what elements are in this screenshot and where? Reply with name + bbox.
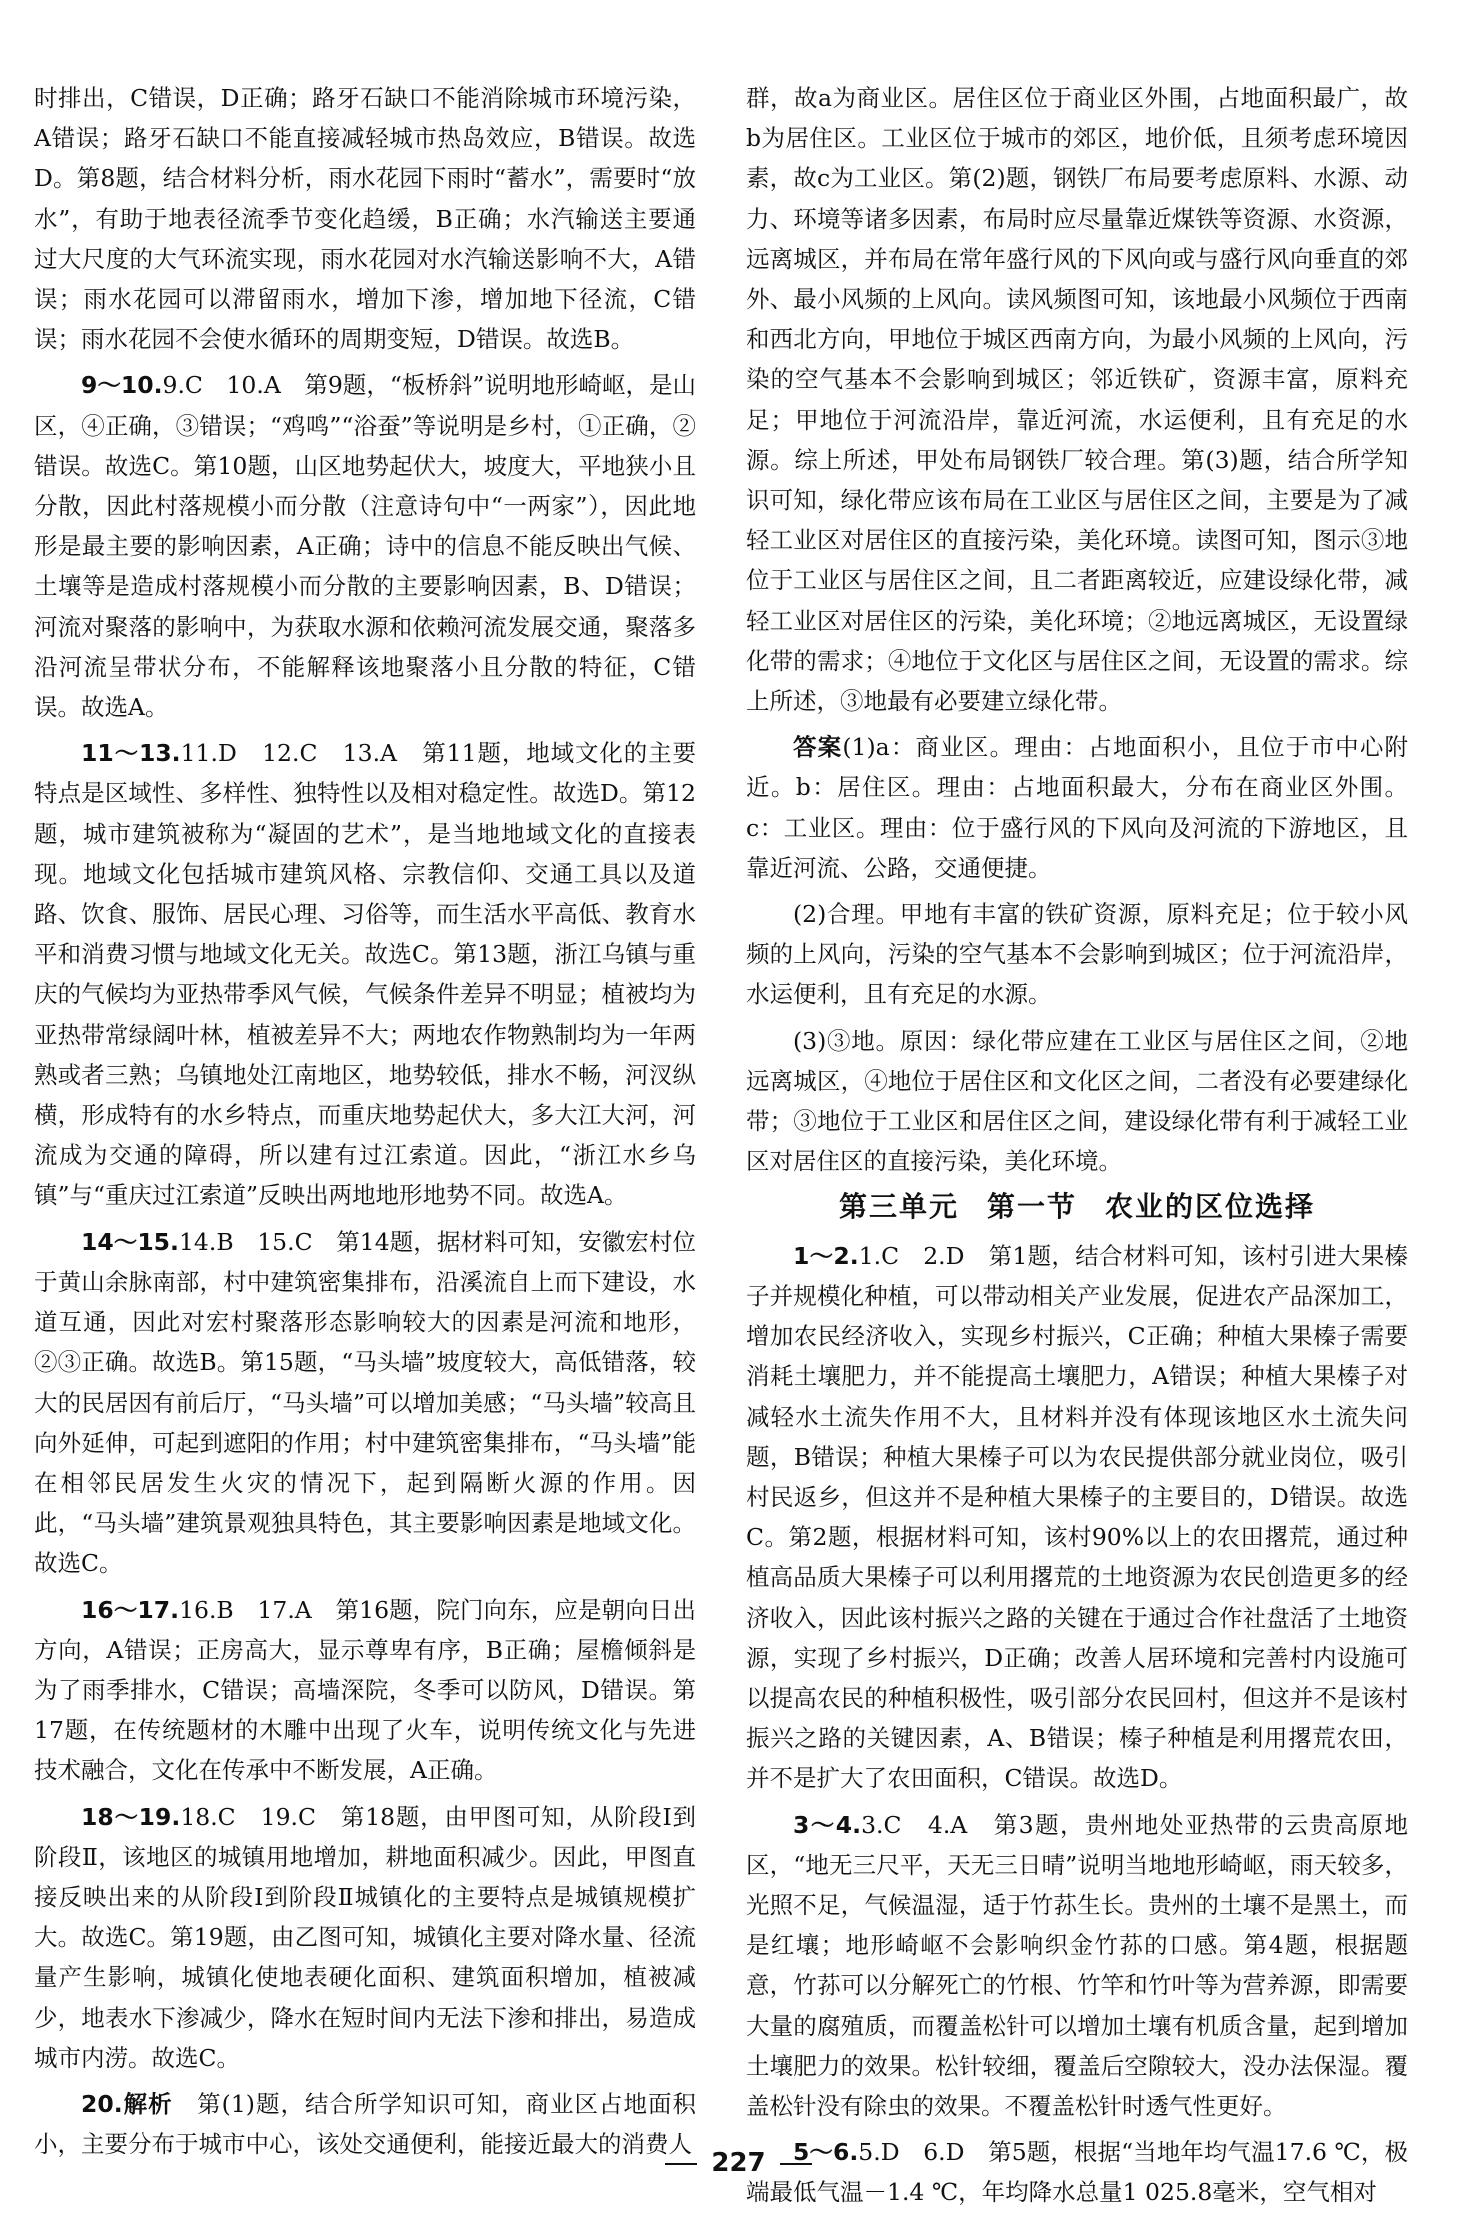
question-number: 16～17. [81,1595,180,1624]
question-number: 11～13. [81,739,181,768]
answer-block-q1-2 [746,1236,1408,1799]
question-number: 9～10. [81,371,163,400]
analysis-label: 解析 [122,2089,173,2118]
explanation-text: 第9题，“板桥斜”说明地形崎岖，是山区，④正确，③错误；“鸡鸣”“浴蚕”等说明是乡村，①正确，②错误。故选C。第10题，山区地势起伏大，坡度大，平地狭小且分散，因此村落规模小而分散（注意诗句中“一两家”），因此地形是最主要的影响因素，A正确；诗中的信息不能反映出气候、土壤等是造成村落规模小而分散的主要影响因素，B、D错误；河流对聚落的影响中，为获取水源和依赖河流发展交通，聚落多沿河流呈带状分布，不能解释该地聚落小且分散的特征，C错误。故选A。 [34,371,697,722]
section-unit: 第三单元 [838,1190,959,1224]
explanation-text: 第(1)题，结合所学知识可知，商业区占地面积小，主要分布于城市中心，该处交通便利，能接近最大的消费人 [34,2089,697,2159]
answer-block-q14-15 [34,1222,696,1584]
question-number: 14～15. [81,1227,179,1256]
question-number: 5～6. [793,2138,859,2167]
section-heading [746,1187,1408,1227]
answer-block-q11-13 [34,733,696,1215]
page-number [0,2148,1477,2178]
answer-choices: 16.B 17.A [179,1595,312,1624]
answer-part-2: (2)合理。甲地有丰富的铁矿资源，原料充足；位于较小风频的上风向，污染的空气基本不会影响到城区；位于河流沿岸，水运便利，且有充足的水源。 [746,900,1408,1009]
explanation-text: 第18题，由甲图可知，从阶段Ⅰ到阶段Ⅱ，该地区的城镇用地增加，耕地面积减少。因此，甲图直接反映出来的从阶段Ⅰ到阶段Ⅱ城镇化的主要特点是城镇规模扩大。故选C。第19题，由乙图可知，城镇化主要对降水量、径流量产生影响，城镇化使地表硬化面积、建筑面积增加，植被减少，地表水下渗减少，降水在短时间内无法下渗和排出，易造成城市内涝。故选C。 [34,1802,696,2072]
explanation-text: 第11题，地域文化的主要特点是区域性、多样性、独特性以及相对稳定性。故选D。第12题，城市建筑被称为“凝固的艺术”，是当地地域文化的直接表现。地域文化包括城市建筑风格、宗教信仰、交通工具以及道路、饮食、服饰、居民心理、习俗等，而生活水平高低、教育水平和消费习惯与地域文化无关。故选C。第13题，浙江乌镇与重庆的气候均为亚热带季风气候，气候条件差异不明显；植被均为亚热带常绿阔叶林，植被差异不大；两地农作物熟制均为一年两熟或者三熟；乌镇地处江南地区，地势较低，排水不畅，河汊纵横，形成特有的水乡特点，而重庆地势起伏大，多大江大河，河流成为交通的障碍，所以建有过江索道。因此，“浙江水乡乌镇”与“重庆过江索道”反映出两地地形地势不同。故选A。 [34,739,696,1210]
answer-choices: 9.C 10.A [162,371,281,400]
explanation-text: 第16题，院门向东，应是朝向日出方向，A错误；正房高大，显示尊卑有序，B正确；屋檐倾斜是为了雨季排水，C错误；高墙深院，冬季可以防风，D错误。第17题，在传统题材的木雕中出现了火车，说明传统文化与先进技术融合，文化在传承中不断发展，A正确。 [34,1595,696,1785]
answer-choices: 18.C 19.C [180,1802,316,1831]
answer-choices: 3.C 4.A [861,1810,968,1839]
page-number-text: 227 [711,2148,766,2178]
answer-choices: 5.D 6.D [858,2138,965,2167]
answer-label: 答案 [793,733,843,762]
answer-part-3: (3)③地。原因：绿化带应建在工业区与居住区之间，②地远离城区，④地位于居住区和文化区之间，二者没有必要建绿化带；③地位于工业区和居住区之间，建设绿化带有利于减轻工业区对居住区的直接污染，美化环境。 [746,1026,1408,1176]
answer-block-q9-10 [34,365,696,727]
answer-choices: 11.D 12.C 13.A [180,739,398,768]
left-column [34,78,696,2170]
answer-block-q18-19 [34,1797,696,2078]
explanation-text: 第3题，贵州地处亚热带的云贵高原地区，“地无三尺平，天无三日晴”说明当地地形崎岖，雨天较多，光照不足，气候温湿，适于竹荪生长。贵州的土壤不是黑土，而是红壤；地形崎岖不会影响织金竹荪的口感。第4题，根据题意，竹荪可以分解死亡的竹根、竹竿和竹叶等为营养源，即需要大量的腐殖质，而覆盖松针可以增加土壤有机质含量，起到增加土壤肥力的效果。松针较细，覆盖后空隙较大，没办法保湿。覆盖松针没有除虫的效果。不覆盖松针时透气性更好。 [746,1810,1409,2120]
question-number: 20. [81,2089,123,2118]
question-number: 3～4. [793,1810,862,1839]
explanation-text: 第1题，结合材料可知，该村引进大果榛子并规模化种植，可以带动相关产业发展，促进农产品深加工，增加农民经济收入，实现乡村振兴，C正确；种植大果榛子需要消耗土壤肥力，并不能提高土壤肥力，A错误；种植大果榛子对减轻水土流失作用不大，且材料并没有体现该地区水土流失问题，B错误；种植大果榛子可以为农民提供部分就业岗位，吸引村民返乡，但这并不是种植大果榛子的主要目的，D错误。故选C。第2题，根据材料可知，该村90%以上的农田撂荒，通过种植高品质大果榛子可以利用撂荒的土地资源为农民创造更多的经济收入，因此该村振兴之路的关键在于通过合作社盘活了土地资源，实现了乡村振兴，D正确；改善人居环境和完善村内设施可以提高农民的种植积极性，吸引部分农民回村，但这并不是该村振兴之路的关键因素，A、B错误；榛子种植是利用撂荒农田，并不是扩大了农田面积，C错误。故选D。 [746,1241,1409,1793]
paragraph-q20-continued: 群，故a为商业区。居住区位于商业区外围，占地面积最广，故b为居住区。工业区位于城市的郊区，地价低，且须考虑环境因素，故c为工业区。第(2)题，钢铁厂布局要考虑原料、水源、动力、环境等诸多因素，布局时应尽量靠近煤铁等资源、水资源，远离城区，并布局在常年盛行风的下风向或与盛行风向垂直的郊外、最小风频的上风向。读风频图可知，该地最小风频位于西南和西北方向，甲地位于城区西南方向，为最小风频的上风向，污染的空气基本不会影响到城区；邻近铁矿，资源丰富，原料充足；甲地位于河流沿岸，靠近河流，水运便利，且有充足的水源。综上所述，甲处布局钢铁厂较合理。第(3)题，结合所学知识可知，绿化带应该布局在工业区与居住区之间，主要是为了减轻工业区对居住区的直接污染，美化环境。读图可知，图示③地位于工业区与居住区之间，且二者距离较近，应建设绿化带，减轻工业区对居住区的污染，美化环境；②地远离城区，无设置绿化带的需求；④地位于文化区与居住区之间，无设置的需求。综上所述，③地最有必要建立绿化带。 [746,84,1408,716]
explanation-text: 第14题，据材料可知，安徽宏村位于黄山余脉南部，村中建筑密集排布，沿溪流自上而下建设，水道互通，因此对宏村聚落形态影响较大的因素是河流和地形，②③正确。故选B。第15题，“马头墙”坡度较大，高低错落，较大的民居因有前后厅，“马头墙”可以增加美感；“马头墙”较高且向外延伸，可起到遮阳的作用；村中建筑密集排布，“马头墙”能在相邻民居发生火灾的情况下，起到隔断火源的作用。因此，“马头墙”建筑景观独具特色，其主要影响因素是地域文化。故选C。 [34,1227,696,1578]
question-number: 1～2. [793,1241,859,1270]
section-topic: 农业的区位选择 [1105,1190,1316,1224]
answer-part-1: (1)a：商业区。理由：占地面积小，且位于市中心附近。b：居住区。理由：占地面积最大，分布在商业区外围。c：工业区。理由：位于盛行风的下风向及河流的下游地区，且靠近河流、公路，交通便捷。 [746,733,1408,882]
explanation-text: 第5题，根据“当地年均气温17.6 ℃，极端最低气温－1.4 ℃，年均降水总量1 025.8毫米，空气相对 [746,2138,1408,2207]
right-column [746,78,1408,2219]
answer-choices: 14.B 15.C [178,1227,313,1256]
paragraph-q8-continued: 时排出，C错误，D正确；路牙石缺口不能消除城市环境污染，A错误；路牙石缺口不能直接减轻城市热岛效应，B错误。故选D。第8题，结合材料分析，雨水花园下雨时“蓄水”，需要时“放水”，有助于地表径流季节变化趋缓，B正确；水汽输送主要通过大尺度的大气环流实现，雨水花园对水汽输送影响不大，A错误；雨水花园可以滞留雨水，增加下渗，增加地下径流，C错误；雨水花园不会使水循环的周期变短，D错误。故选B。 [34,84,696,354]
answer-block-q16-17 [34,1590,696,1791]
dash-right [780,2163,812,2165]
question-number: 18～19. [81,1802,181,1831]
answer-choices: 1.C 2.D [858,1241,965,1270]
answer-block-q3-4 [746,1805,1408,2127]
answer-block-q20-answer [746,727,1408,888]
dash-left [665,2163,697,2165]
section-lesson: 第一节 [986,1190,1077,1224]
